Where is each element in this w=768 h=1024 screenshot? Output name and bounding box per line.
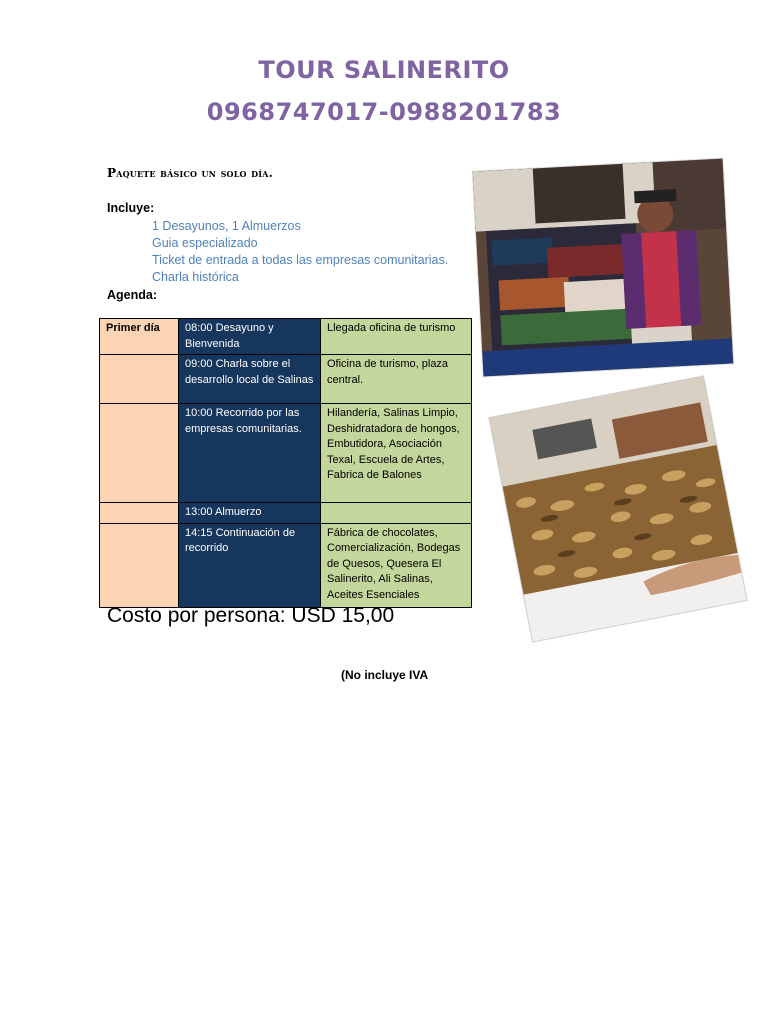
includes-item: Charla histórica <box>152 270 239 284</box>
day-cell-empty <box>100 523 179 607</box>
table-row <box>100 404 472 503</box>
cost-per-person: Costo por persona: USD 15,00 <box>107 604 395 627</box>
phone-numbers: 0968747017-0988201783 <box>206 98 562 126</box>
includes-label: Incluye: <box>107 201 155 215</box>
table-row <box>100 355 472 404</box>
table-row <box>100 523 472 607</box>
place-cell <box>321 503 472 524</box>
activity-cell: 09:00 Charla sobre el desarrollo local de Salinas <box>179 355 321 404</box>
activity-cell: 10:00 Recorrido por las empresas comunitarias. <box>179 404 321 503</box>
day-cell-empty <box>100 503 179 524</box>
includes-list <box>152 218 448 286</box>
includes-item: Guia especializado <box>152 236 258 250</box>
place-cell: Oficina de turismo, plaza central. <box>321 355 472 404</box>
activity-cell: 14:15 Continuación de recorrido <box>179 523 321 607</box>
textile-artisan-photo <box>473 159 733 377</box>
table-row <box>100 503 472 524</box>
dried-mushrooms-photo <box>489 376 746 641</box>
place-cell: Hilandería, Salinas Limpio, Deshidratadora de hongos, Embutidora, Asociación Texal, Escuela de Artes, Fabrica de Balones <box>321 404 472 503</box>
day-cell-empty <box>100 404 179 503</box>
table-row <box>100 319 472 355</box>
includes-item: Ticket de entrada a todas las empresas comunitarias. <box>152 253 449 267</box>
place-cell: Llegada oficina de turismo <box>321 319 472 355</box>
place-cell: Fábrica de chocolates, Comercialización, Bodegas de Quesos, Quesera El Salinerito, Ali Salinas, Aceites Esenciales <box>321 523 472 607</box>
activity-cell: 08:00 Desayuno y Bienvenida <box>179 319 321 355</box>
day-cell: Primer día <box>100 319 179 355</box>
tour-title: TOUR SALINERITO <box>258 56 510 84</box>
agenda-label: Agenda: <box>107 288 157 302</box>
package-heading: Paquete básico un solo día. <box>107 166 273 180</box>
activity-cell: 13:00 Almuerzo <box>179 503 321 524</box>
day-cell-empty <box>100 355 179 404</box>
tax-note: (No incluye IVA <box>341 668 429 682</box>
agenda-table <box>99 318 472 608</box>
includes-item: 1 Desayunos, 1 Almuerzos <box>152 219 301 233</box>
